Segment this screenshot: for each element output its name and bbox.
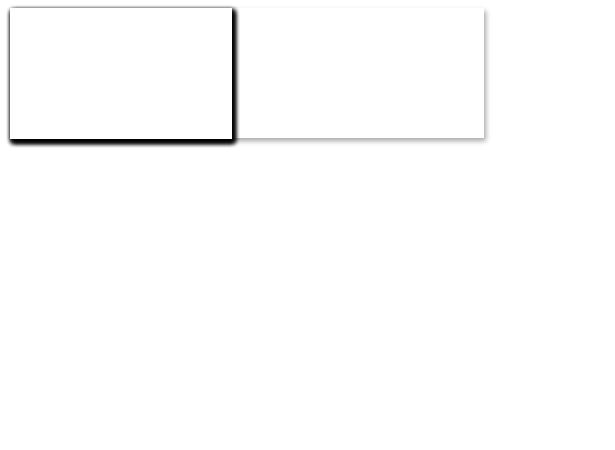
- back-page-left: [10, 8, 232, 139]
